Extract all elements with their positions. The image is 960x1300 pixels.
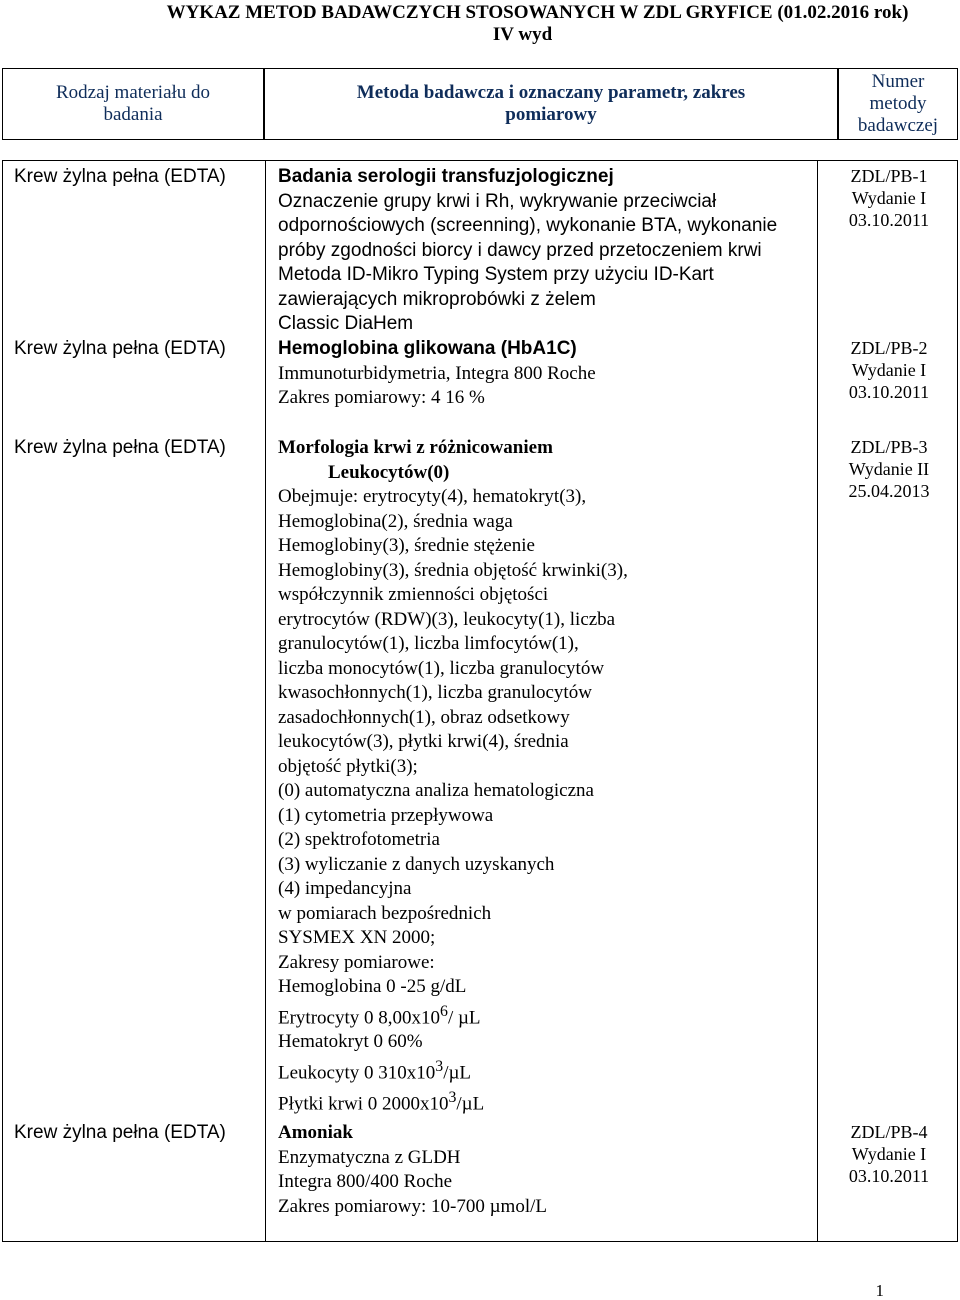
header-number-line2: metody [869, 93, 927, 114]
method-edition: Wydanie I [851, 1144, 927, 1164]
range-exponent: 3 [448, 1088, 457, 1106]
method-line: (0) automatyczna analiza hematologiczna [278, 780, 594, 801]
method-line: erytrocytów (RDW)(3), leukocyty(1), liczba [278, 608, 616, 630]
method-date: 03.10.2011 [848, 382, 930, 402]
method-line: Hemoglobina 0 -25 g/dL [278, 976, 467, 997]
material-cell: Krew żylna pełna (EDTA) [14, 437, 226, 458]
method-date: 03.10.2011 [848, 210, 930, 230]
method-line: współczynnik zmienności objętości [278, 584, 549, 605]
method-cell [278, 436, 818, 1116]
method-number: ZDL/PB-3 [850, 437, 928, 457]
range-platelets [278, 1086, 818, 1117]
header-material-line2: badania [103, 104, 163, 125]
range-exponent: 6 [440, 1002, 448, 1020]
range-erythrocytes [278, 1000, 818, 1031]
header-material-line1: Rodzaj materiału do [55, 82, 211, 103]
column-divider [265, 161, 266, 1241]
method-line: (1) cytometria przepływowa [278, 804, 494, 826]
methods-table [2, 160, 958, 1242]
method-line: liczba monocytów(1), liczba granulocytów [278, 657, 605, 679]
range-unit: /µL [443, 1062, 472, 1084]
range-unit: / µL [447, 1006, 481, 1028]
method-line: (3) wyliczanie z danych uzyskanych [278, 853, 555, 875]
method-title: Morfologia krwi z różnicowaniem [278, 437, 553, 458]
number-cell [829, 436, 949, 502]
method-line: kwasochłonnych(1), liczba granulocytów [278, 682, 592, 703]
method-title: Amoniak [278, 1122, 353, 1143]
method-line: Immunoturbidymetria, Integra 800 Roche [278, 362, 596, 384]
method-line: Hemoglobiny(3), średnie stężenie [278, 535, 535, 556]
header-number-line3: badawczej [857, 115, 939, 136]
method-line: Obejmuje: erytrocyty(4), hematokryt(3), [278, 486, 587, 507]
method-cell [278, 1121, 818, 1219]
material-cell: Krew żylna pełna (EDTA) [14, 1122, 226, 1143]
method-number: ZDL/PB-2 [850, 338, 928, 358]
method-date: 25.04.2013 [848, 481, 930, 501]
method-edition: Wydanie I [851, 188, 927, 208]
method-line: próby zgodności biorcy i dawcy przed przetoczeniem krwi [278, 239, 762, 261]
method-line: objętość płytki(3); [278, 755, 418, 777]
header-material [2, 68, 264, 140]
method-title: Badania serologii transfuzjologicznej [278, 166, 614, 187]
method-subtitle: Leukocytów(0) [328, 461, 450, 483]
method-edition: Wydanie I [851, 360, 927, 380]
method-cell [278, 165, 818, 337]
material-cell: Krew żylna pełna (EDTA) [14, 338, 226, 359]
method-title: Hemoglobina glikowana (HbA1C) [278, 338, 577, 359]
method-line: zasadochłonnych(1), obraz odsetkowy [278, 706, 570, 728]
method-cell [278, 337, 818, 411]
header-number-line1: Numer [871, 71, 925, 92]
method-number: ZDL/PB-4 [850, 1122, 928, 1142]
document-title: WYKAZ METOD BADAWCZYCH STOSOWANYCH W ZDL GRYFICE (01.02.2016 rok) [166, 2, 909, 23]
method-line: Hemoglobiny(3), średnia objętość krwinki(3), [278, 559, 628, 581]
method-line: zawierających mikroprobówki z żelem [278, 288, 596, 310]
method-line: leukocytów(3), płytki krwi(4), średnia [278, 731, 569, 752]
method-line: Metoda ID-Mikro Typing System przy użyciu ID-Kart [278, 264, 714, 285]
range-exponent: 3 [435, 1057, 444, 1075]
method-line: Zakres pomiarowy: 4 16 % [278, 387, 485, 408]
range-text: Leukocyty 0 310x10 [278, 1062, 436, 1084]
page-number: 1 [875, 1281, 884, 1300]
material-cell: Krew żylna pełna (EDTA) [14, 166, 226, 187]
document-subtitle: IV wyd [492, 24, 553, 45]
range-text: Erytrocyty 0 8,00x10 [278, 1006, 441, 1028]
method-date: 03.10.2011 [848, 1166, 930, 1186]
method-line: Oznaczenie grupy krwi i Rh, wykrywanie przeciwciał [278, 190, 717, 212]
range-unit: /µL [456, 1092, 485, 1114]
method-line: SYSMEX XN 2000; [278, 927, 436, 948]
number-cell [829, 165, 949, 231]
method-line: (4) impedancyjna [278, 878, 412, 899]
method-line: granulocytów(1), liczba limfocytów(1), [278, 633, 579, 654]
range-hematocrit: Hematokryt 0 60% [278, 1031, 423, 1053]
method-line: odpornościowych (screenning), wykonanie BTA, wykonanie [278, 215, 778, 236]
method-line: Integra 800/400 Roche [278, 1171, 453, 1192]
method-number: ZDL/PB-1 [850, 166, 928, 186]
method-line: (2) spektrofotometria [278, 829, 440, 850]
header-number [838, 68, 958, 140]
header-method-line1: Metoda badawcza i oznaczany parametr, zakres [356, 82, 746, 103]
number-cell [829, 1121, 949, 1187]
range-text: Płytki krwi 0 2000x10 [278, 1092, 449, 1114]
method-line: Classic DiaHem [278, 313, 414, 334]
method-edition: Wydanie II [848, 459, 930, 479]
method-line: w pomiarach bezpośrednich [278, 902, 492, 924]
method-line: Hemoglobina(2), średnia waga [278, 510, 513, 532]
range-leukocytes [278, 1055, 818, 1086]
number-cell [829, 337, 949, 403]
method-line: Zakresy pomiarowe: [278, 951, 435, 973]
method-line: Zakres pomiarowy: 10-700 µmol/L [278, 1195, 547, 1217]
header-method [264, 68, 838, 140]
header-method-line2: pomiarowy [505, 104, 597, 125]
method-line: Enzymatyczna z GLDH [278, 1146, 461, 1168]
